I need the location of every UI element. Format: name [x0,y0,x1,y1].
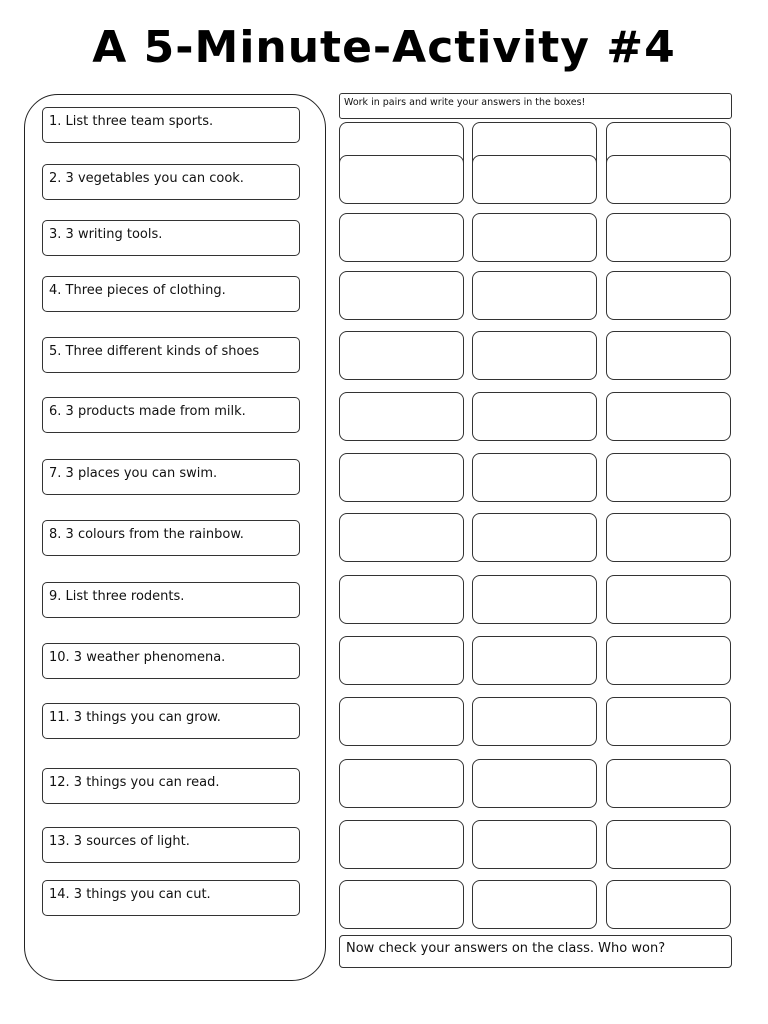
answer-box[interactable] [339,453,464,502]
answer-box[interactable] [606,575,731,624]
footer-prompt: Now check your answers on the class. Who won? [339,935,732,968]
answer-box[interactable] [472,759,597,808]
answer-box[interactable] [606,392,731,441]
instruction-box: Work in pairs and write your answers in the boxes! [339,93,732,119]
answer-box[interactable] [339,213,464,262]
question-box: 8. 3 colours from the rainbow. [42,520,300,556]
question-box: 7. 3 places you can swim. [42,459,300,495]
answer-box[interactable] [339,271,464,320]
answer-box[interactable] [606,331,731,380]
question-box: 5. Three different kinds of shoes [42,337,300,373]
answer-box[interactable] [339,636,464,685]
question-box: 4. Three pieces of clothing. [42,276,300,312]
answer-box[interactable] [339,880,464,929]
question-box: 9. List three rodents. [42,582,300,618]
answer-box[interactable] [339,820,464,869]
question-box: 1. List three team sports. [42,107,300,143]
question-box: 11. 3 things you can grow. [42,703,300,739]
question-box: 13. 3 sources of light. [42,827,300,863]
answer-box[interactable] [472,453,597,502]
answer-box[interactable] [339,759,464,808]
question-box: 14. 3 things you can cut. [42,880,300,916]
answer-box[interactable] [339,331,464,380]
answer-box[interactable] [339,392,464,441]
question-box: 2. 3 vegetables you can cook. [42,164,300,200]
answer-box[interactable] [472,155,597,204]
answer-box[interactable] [606,820,731,869]
answer-box[interactable] [339,513,464,562]
answer-box[interactable] [472,392,597,441]
answer-box[interactable] [606,636,731,685]
answer-box[interactable] [472,213,597,262]
answer-box[interactable] [606,271,731,320]
answer-box[interactable] [472,820,597,869]
answer-box[interactable] [339,697,464,746]
answer-box[interactable] [606,453,731,502]
answer-box[interactable] [472,575,597,624]
answer-box[interactable] [606,513,731,562]
answer-box[interactable] [472,513,597,562]
answer-box[interactable] [472,636,597,685]
answer-box[interactable] [606,759,731,808]
answer-box[interactable] [472,697,597,746]
answer-box[interactable] [606,697,731,746]
answer-box[interactable] [472,271,597,320]
question-box: 6. 3 products made from milk. [42,397,300,433]
answer-box[interactable] [606,880,731,929]
answer-box[interactable] [606,213,731,262]
page-title: A 5-Minute-Activity #4 [92,22,676,73]
answer-box[interactable] [339,575,464,624]
question-box: 10. 3 weather phenomena. [42,643,300,679]
answer-box[interactable] [339,155,464,204]
question-box: 3. 3 writing tools. [42,220,300,256]
answer-box[interactable] [472,880,597,929]
answer-box[interactable] [606,155,731,204]
question-box: 12. 3 things you can read. [42,768,300,804]
answer-box[interactable] [472,331,597,380]
